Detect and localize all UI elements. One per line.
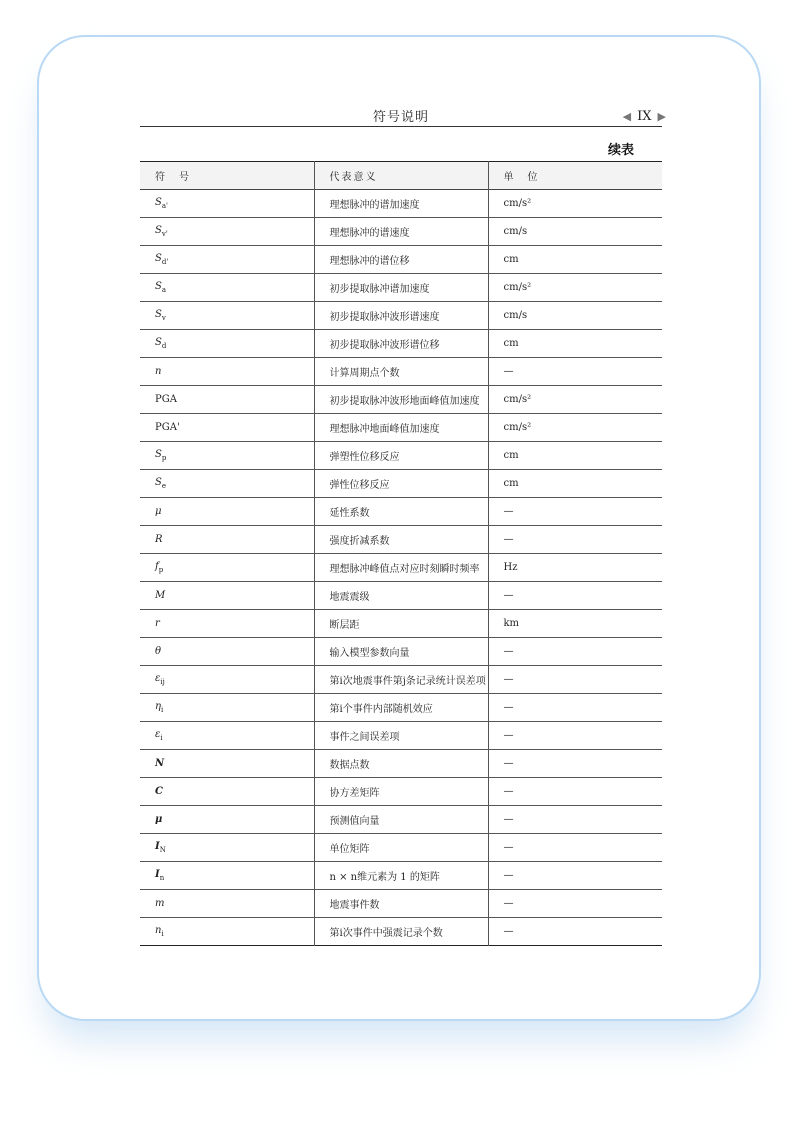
unit-cell: — xyxy=(488,834,662,862)
table-row xyxy=(140,722,662,750)
table-row xyxy=(140,442,662,470)
symbol-subscript: v' xyxy=(161,230,168,238)
unit-cell: Hz xyxy=(488,554,662,582)
unit-cell: — xyxy=(488,498,662,526)
unit-cell: cm/s xyxy=(488,302,662,330)
meaning-cell: 初步提取脉冲波形谱位移 xyxy=(314,330,488,358)
meaning-cell: 第i次地震事件第j条记录统计误差项 xyxy=(314,666,488,694)
symbol-cell xyxy=(140,554,314,582)
symbol-cell xyxy=(140,330,314,358)
table-row xyxy=(140,750,662,778)
meaning-cell: 地震事件数 xyxy=(314,890,488,918)
meaning-cell: 断层距 xyxy=(314,610,488,638)
unit-cell: — xyxy=(488,778,662,806)
symbol-cell xyxy=(140,498,314,526)
unit-cell: — xyxy=(488,806,662,834)
continuation-label: 续表 xyxy=(607,143,634,158)
symbol-subscript: p xyxy=(158,566,164,574)
symbol-cell xyxy=(140,386,314,414)
unit-cell: cm/s² xyxy=(488,414,662,442)
unit-cell: cm/s² xyxy=(488,386,662,414)
table-row xyxy=(140,274,662,302)
symbol-cell xyxy=(140,190,314,218)
symbol-cell xyxy=(140,750,314,778)
symbol-text: m xyxy=(155,898,165,909)
symbol-text: N xyxy=(155,758,165,769)
table-row xyxy=(140,526,662,554)
symbol-cell xyxy=(140,302,314,330)
meaning-cell: 理想脉冲峰值点对应时刻瞬时频率 xyxy=(314,554,488,582)
meaning-cell: 预测值向量 xyxy=(314,806,488,834)
symbol-subscript: N xyxy=(159,846,166,854)
meaning-cell: n × n维元素为 1 的矩阵 xyxy=(314,862,488,890)
table-row xyxy=(140,638,662,666)
unit-cell: cm/s xyxy=(488,218,662,246)
symbol-text: S xyxy=(155,253,162,264)
symbol-text: η xyxy=(155,701,161,712)
symbol-text: M xyxy=(155,590,166,601)
symbol-cell xyxy=(140,358,314,386)
unit-cell: — xyxy=(488,358,662,386)
meaning-cell: 弹塑性位移反应 xyxy=(314,442,488,470)
symbol-cell xyxy=(140,666,314,694)
running-title: 符号说明 xyxy=(372,110,429,125)
symbol-text: PGA xyxy=(155,394,177,405)
meaning-cell: 数据点数 xyxy=(314,750,488,778)
table-row xyxy=(140,386,662,414)
symbol-cell xyxy=(140,778,314,806)
meaning-cell: 单位矩阵 xyxy=(314,834,488,862)
unit-cell: cm/s² xyxy=(488,274,662,302)
symbol-text: r xyxy=(155,618,160,629)
page-number: IX xyxy=(637,109,652,124)
symbol-cell xyxy=(140,806,314,834)
table-row xyxy=(140,246,662,274)
table-row xyxy=(140,694,662,722)
symbol-text: S xyxy=(155,225,162,236)
symbol-text: n xyxy=(155,366,162,377)
symbol-subscript: i xyxy=(161,706,164,714)
symbol-text: S xyxy=(155,197,162,208)
symbol-cell xyxy=(140,694,314,722)
header-symbol: 符 号 xyxy=(155,172,191,183)
symbol-cell xyxy=(140,442,314,470)
table-row xyxy=(140,190,662,218)
unit-cell: cm/s² xyxy=(488,190,662,218)
meaning-cell: 延性系数 xyxy=(314,498,488,526)
symbol-text: μ xyxy=(155,814,163,825)
header-unit: 单 位 xyxy=(488,162,662,190)
meaning-cell: 地震震级 xyxy=(314,582,488,610)
symbol-text: ε xyxy=(155,729,161,740)
table-row xyxy=(140,778,662,806)
symbol-text: S xyxy=(155,309,162,320)
symbol-subscript: a' xyxy=(161,202,168,210)
meaning-cell: 协方差矩阵 xyxy=(314,778,488,806)
meaning-cell: 理想脉冲的谱加速度 xyxy=(314,190,488,218)
symbol-text: R xyxy=(155,534,163,545)
table-row xyxy=(140,862,662,890)
meaning-cell: 输入模型参数向量 xyxy=(314,638,488,666)
table-row xyxy=(140,666,662,694)
table-row xyxy=(140,358,662,386)
meaning-cell: 强度折减系数 xyxy=(314,526,488,554)
unit-cell: km xyxy=(488,610,662,638)
symbol-text: θ xyxy=(155,646,162,657)
unit-cell: — xyxy=(488,582,662,610)
unit-cell: — xyxy=(488,638,662,666)
symbol-subscript: i xyxy=(161,930,164,938)
symbol-cell xyxy=(140,414,314,442)
symbol-cell xyxy=(140,274,314,302)
meaning-cell: 第i次事件中强震记录个数 xyxy=(314,918,488,946)
unit-cell: — xyxy=(488,890,662,918)
unit-cell: cm xyxy=(488,246,662,274)
symbol-text: PGA' xyxy=(155,422,180,433)
table-row xyxy=(140,218,662,246)
chevron-left-icon[interactable]: ◀ xyxy=(622,110,632,123)
symbol-cell xyxy=(140,722,314,750)
symbol-subscript: e xyxy=(161,482,167,490)
meaning-cell: 理想脉冲地面峰值加速度 xyxy=(314,414,488,442)
symbol-subscript: a xyxy=(161,286,167,294)
table-row xyxy=(140,582,662,610)
meaning-cell: 第i个事件内部随机效应 xyxy=(314,694,488,722)
symbol-subscript: ij xyxy=(160,678,165,686)
symbol-cell xyxy=(140,470,314,498)
table-row xyxy=(140,330,662,358)
symbol-text: S xyxy=(155,337,162,348)
chevron-right-icon[interactable]: ▶ xyxy=(657,110,666,123)
symbol-text: I xyxy=(155,869,160,880)
table-row xyxy=(140,918,662,946)
meaning-cell: 初步提取脉冲波形地面峰值加速度 xyxy=(314,386,488,414)
table-row xyxy=(140,554,662,582)
symbol-subscript: n xyxy=(159,874,165,882)
table-row xyxy=(140,302,662,330)
symbol-cell xyxy=(140,246,314,274)
symbol-subscript: i xyxy=(160,734,163,742)
page-header xyxy=(140,106,666,127)
table-row xyxy=(140,806,662,834)
unit-cell: — xyxy=(488,666,662,694)
meaning-cell: 弹性位移反应 xyxy=(314,470,488,498)
symbol-text: ε xyxy=(155,673,161,684)
table-row xyxy=(140,890,662,918)
table-row xyxy=(140,610,662,638)
unit-cell: — xyxy=(488,722,662,750)
meaning-cell: 理想脉冲的谱位移 xyxy=(314,246,488,274)
symbol-text: S xyxy=(155,281,162,292)
symbol-cell xyxy=(140,610,314,638)
symbol-cell xyxy=(140,890,314,918)
symbol-table xyxy=(140,161,662,946)
symbol-cell xyxy=(140,218,314,246)
meaning-cell: 初步提取脉冲波形谱速度 xyxy=(314,302,488,330)
symbol-cell xyxy=(140,582,314,610)
meaning-cell: 初步提取脉冲谱加速度 xyxy=(314,274,488,302)
symbol-text: n xyxy=(155,925,162,936)
table-row xyxy=(140,414,662,442)
unit-cell: — xyxy=(488,750,662,778)
unit-cell: — xyxy=(488,694,662,722)
symbol-text: I xyxy=(155,841,160,852)
meaning-cell: 事件之间误差项 xyxy=(314,722,488,750)
symbol-cell xyxy=(140,526,314,554)
symbol-text: S xyxy=(155,449,162,460)
meaning-cell: 计算周期点个数 xyxy=(314,358,488,386)
unit-cell: — xyxy=(488,526,662,554)
table-header-row xyxy=(140,162,662,190)
symbol-text: f xyxy=(155,561,159,572)
unit-cell: cm xyxy=(488,442,662,470)
page-navigation xyxy=(623,109,666,124)
meaning-cell: 理想脉冲的谱速度 xyxy=(314,218,488,246)
unit-cell: cm xyxy=(488,330,662,358)
symbol-cell xyxy=(140,638,314,666)
unit-cell: — xyxy=(488,918,662,946)
header-meaning: 代表意义 xyxy=(314,162,488,190)
symbol-cell xyxy=(140,862,314,890)
unit-cell: — xyxy=(488,862,662,890)
symbol-cell xyxy=(140,918,314,946)
symbol-subscript: d' xyxy=(161,258,169,266)
symbol-text: S xyxy=(155,477,162,488)
symbol-subscript: d xyxy=(161,342,167,350)
symbol-cell xyxy=(140,834,314,862)
unit-cell: cm xyxy=(488,470,662,498)
symbol-text: μ xyxy=(155,506,162,517)
table-row xyxy=(140,834,662,862)
symbol-text: C xyxy=(155,786,163,797)
symbol-subscript: v xyxy=(161,314,166,322)
symbol-subscript: p xyxy=(161,454,167,462)
table-row xyxy=(140,470,662,498)
table-row xyxy=(140,498,662,526)
